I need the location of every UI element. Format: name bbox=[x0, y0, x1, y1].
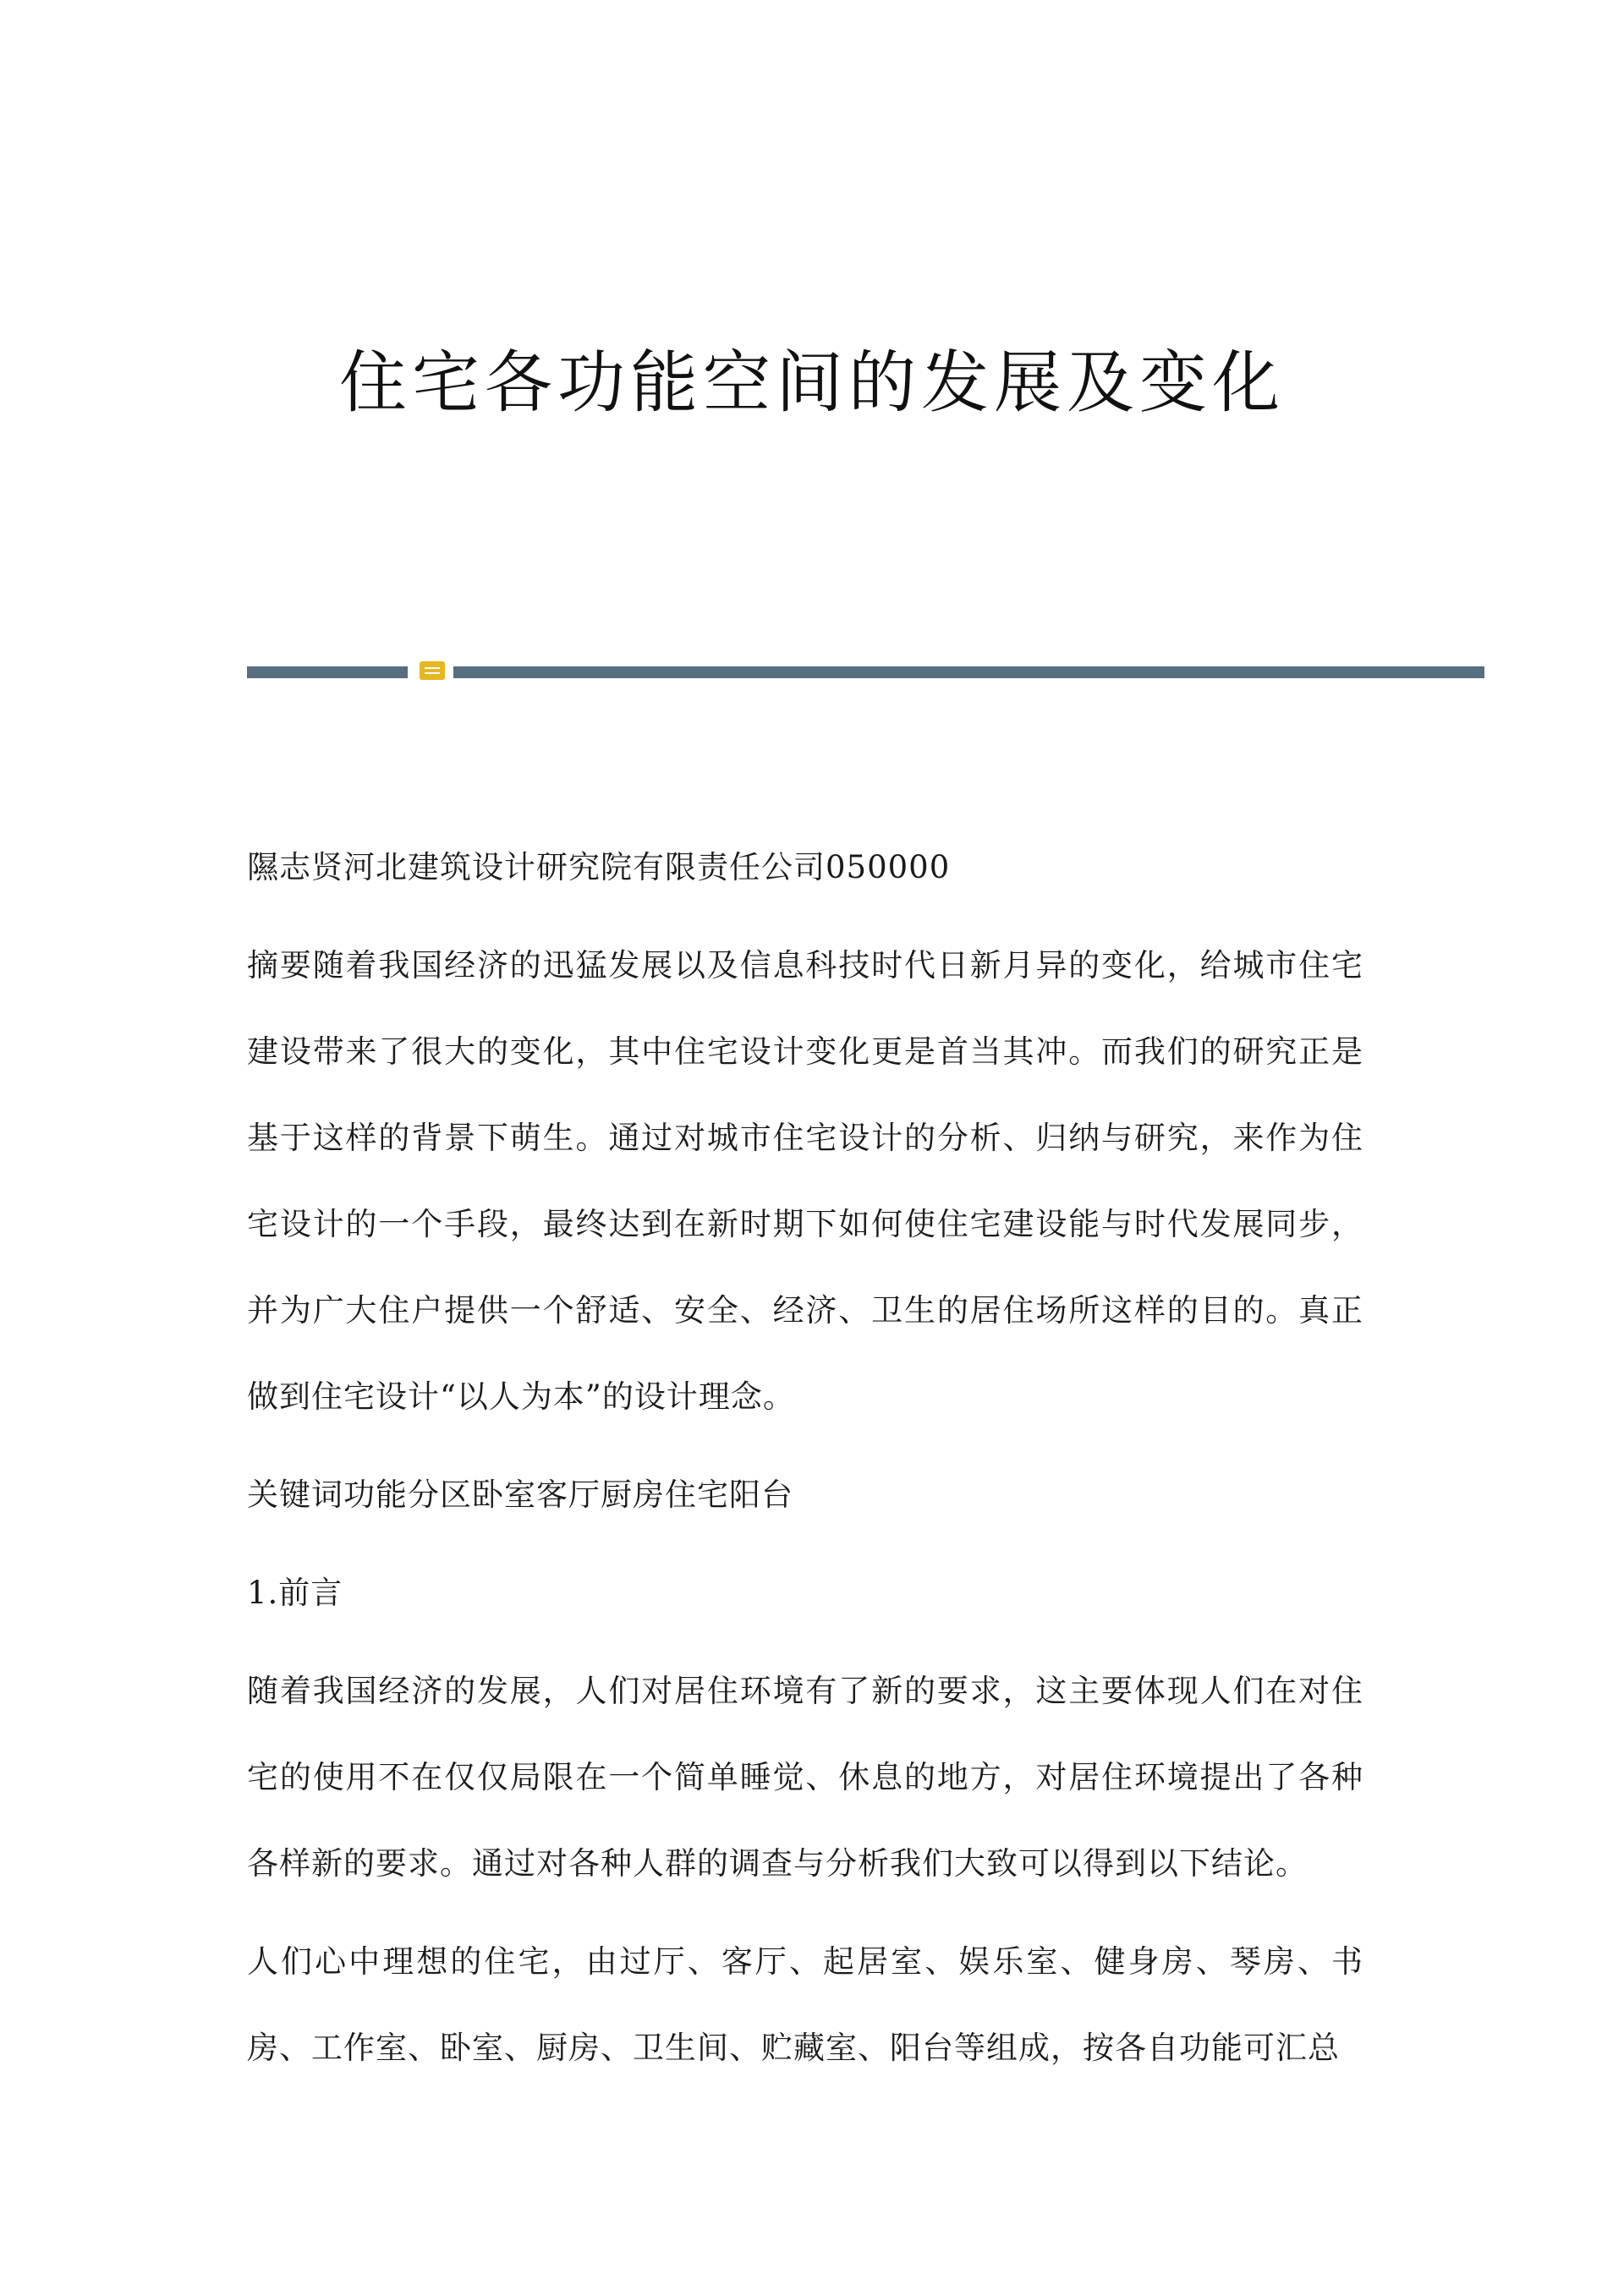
body-paragraph-1: 随着我国经济的发展，人们对居住环境有了新的要求，这主要体现人们在对住宅的使用不在仅仅局限在一个简单睡觉、休息的地方，对居住环境提出了各种各样新的要求。通过对各种人群的调查与分析我们大致可以得到以下结论。 bbox=[247, 1673, 1363, 1882]
document-body bbox=[247, 825, 1363, 2103]
page-title: 住宅各功能空间的发展及变化 bbox=[339, 343, 1285, 422]
title-divider bbox=[247, 661, 1484, 680]
divider-badge-icon bbox=[420, 661, 445, 680]
section-heading: 1.前言 bbox=[247, 1575, 343, 1611]
body-paragraph-2: 人们心中理想的住宅，由过厅、客厅、起居室、娱乐室、健身房、琴房、书房、工作室、卧室、厨房、卫生间、贮藏室、阳台等组成，按各自功能可汇总 bbox=[247, 1943, 1363, 2066]
abstract-paragraph: 摘要随着我国经济的迅猛发展以及信息科技时代日新月异的变化，给城市住宅建设带来了很大的变化，其中住宅设计变化更是首当其冲。而我们的研究正是基于这样的背景下萌生。通过对城市住宅设计的分析、归纳与研究，来作为住宅设计的一个手段，最终达到在新时期下如何使住宅建设能与时代发展同步，并为广大住户提供一个舒适、安全、经济、卫生的居住场所这样的目的。真正做到住宅设计“以人为本”的设计理念。 bbox=[247, 947, 1363, 1415]
divider-bar-left bbox=[247, 666, 408, 678]
divider-bar-right bbox=[453, 666, 1484, 678]
author-affiliation: 隰志贤河北建筑设计研究院有限责任公司050000 bbox=[247, 849, 951, 885]
keywords-line: 关键词功能分区卧室客厅厨房住宅阳台 bbox=[247, 1477, 793, 1513]
